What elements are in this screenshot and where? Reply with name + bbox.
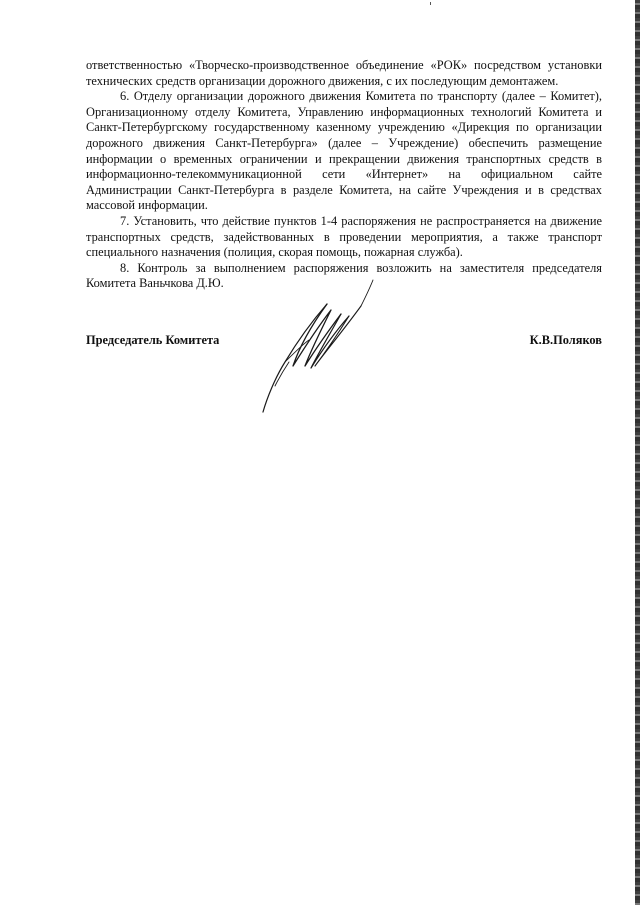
paragraph-7: 7. Установить, что действие пунктов 1-4 распоряжения не распространяется на движение транспортных средств, задействованных в проведении мероприятия, а также транспорт специального назначения (полиция, скорая помощь, пожарная служба). — [86, 213, 602, 260]
scan-edge-shadow — [635, 0, 640, 905]
paragraph-6: 6. Отделу организации дорожного движения Комитета по транспорту (далее – Комитет), Организационному отделу Комитета, Управлению информационных технологий Комитета и Санкт-Петербургскому государственному казенному учреждению «Дирекция по организации дорожного движения Санкт-Петербурга» (далее – Учреждение) обеспечить размещение информации о временных ограничении и прекращении движения транспортных средств в информационно-телекоммуникационной сети «Интернет» на официальном сайте Администрации Санкт-Петербурга в разделе Комитета, на сайте Учреждения и в средствах массовой информации. — [86, 89, 602, 213]
handwritten-signature — [255, 270, 385, 420]
document-body — [86, 58, 602, 292]
signatory-title: Председатель Комитета — [86, 333, 220, 347]
scan-artifact — [430, 2, 431, 5]
paragraph-continuation: ответственностью «Творческо-производственное объединение «РОК» посредством установки технических средств организации дорожного движения, с их последующим демонтажем. — [86, 58, 602, 88]
signatory-name: К.В.Поляков — [529, 333, 602, 347]
paragraph-8: 8. Контроль за выполнением распоряжения возложить на заместителя председателя Комитета Ваньчкова Д.Ю. — [86, 260, 602, 291]
